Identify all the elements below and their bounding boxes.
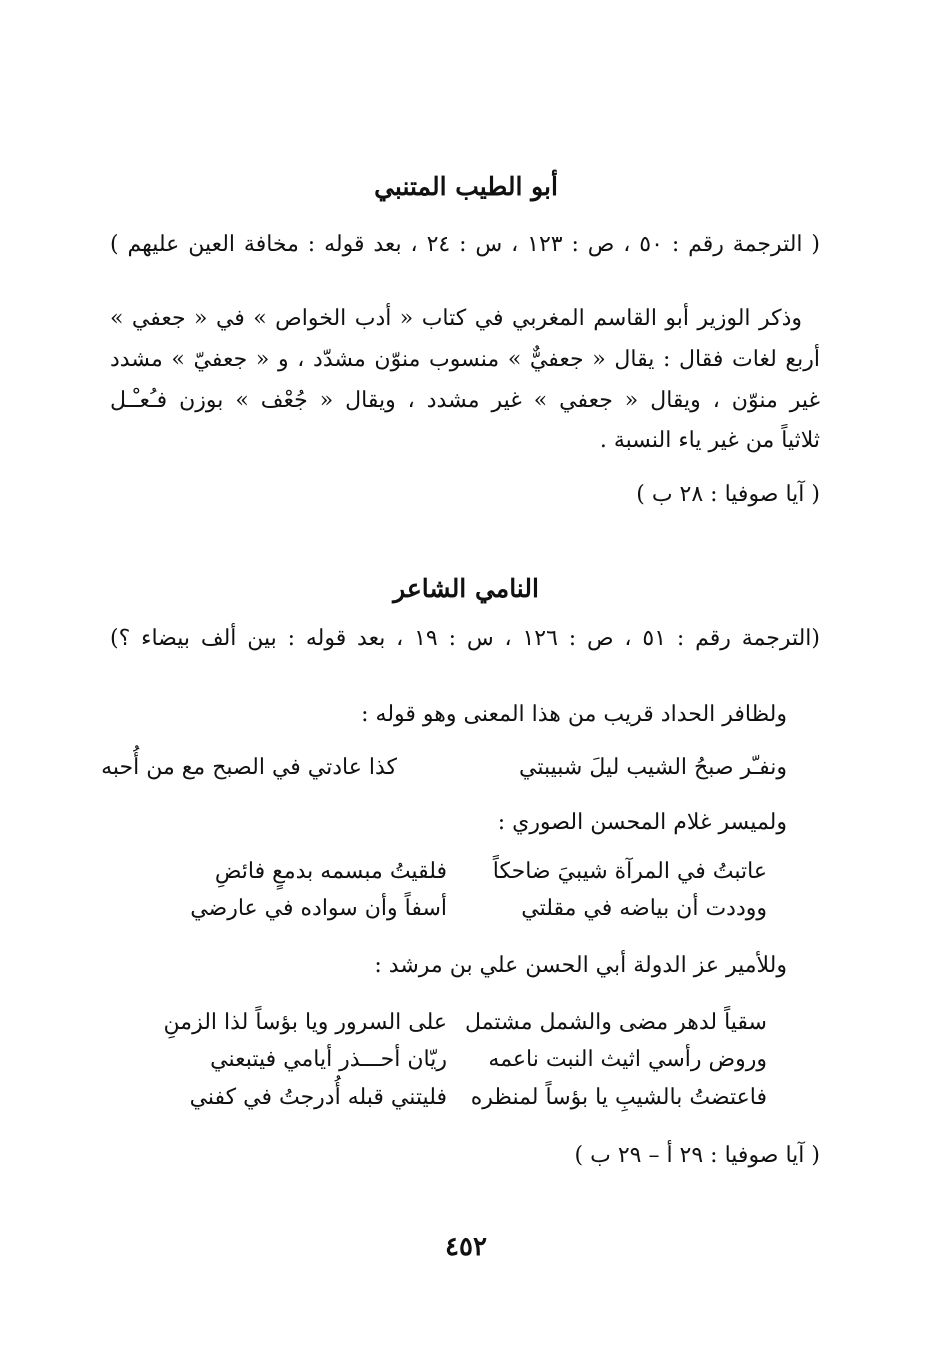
verse-second-hemistich: ريّان أحـــذر أيامي فيتبعني — [210, 1047, 447, 1072]
intro-line: وللأمير عز الدولة أبي الحسن علي بن مرشد : — [374, 953, 787, 978]
verse-first-hemistich: سقياً لدهر مضى والشمل مشتمل — [465, 1010, 767, 1035]
translation-reference: (الترجمة رقم : ٥١ ، ص : ١٢٦ ، س : ١٩ ، بعد قوله : بين ألف بيضاء ؟) — [110, 626, 821, 651]
verse-first-hemistich: ووددت أن بياضه في مقلتي — [521, 896, 767, 921]
verse-second-hemistich: فلقيتُ مبسمه بدمعٍ فائضِ — [214, 859, 447, 884]
verse-first-hemistich: وروض رأسي اثيث النبت ناعمه — [488, 1047, 767, 1072]
verse-second-hemistich: كذا عادتي في الصبح مع من أُحبه — [101, 755, 397, 780]
source-citation: ( آيا صوفيا : ٢٩ أ – ٢٩ ب ) — [574, 1143, 820, 1168]
paragraph-line: وذكر الوزير أبو القاسم المغربي في كتاب « أدب الخواص » في « جعفي » — [110, 306, 802, 331]
section-heading-nami: النامي الشاعر — [393, 574, 539, 603]
verse-first-hemistich: ونفـّر صبحُ الشيب ليلَ شبيبتي — [519, 755, 787, 780]
verse-first-hemistich: فاعتضتُ بالشيبِ يا بؤساً لمنظره — [470, 1085, 767, 1110]
paragraph-line: ثلاثياً من غير ياء النسبة . — [599, 428, 820, 453]
source-citation: ( آيا صوفيا : ٢٨ ب ) — [636, 482, 820, 507]
intro-line: ولظافر الحداد قريب من هذا المعنى وهو قوله : — [361, 702, 787, 727]
paragraph-line: أربع لغات فقال : يقال « جعفيٌّ » منسوب منوّن مشدّد ، و « جعفيّ » مشدد — [110, 347, 820, 372]
page-number: ٤٥٢ — [445, 1232, 487, 1262]
translation-reference: ( الترجمة رقم : ٥٠ ، ص : ١٢٣ ، س : ٢٤ ، بعد قوله : مخافة العين عليهم ) — [110, 232, 820, 257]
paragraph-line: غير منوّن ، ويقال « جعفي » غير مشدد ، ويقال « جُعْف » بوزن فـُعـْـل — [110, 388, 820, 413]
section-heading-mutanabbi: أبو الطيب المتنبي — [374, 172, 558, 201]
verse-first-hemistich: عاتبتُ في المرآة شيبيَ ضاحكاً — [492, 859, 767, 884]
verse-second-hemistich: فليتني قبله أُدرجتُ في كفني — [189, 1085, 447, 1110]
intro-line: ولميسر غلام المحسن الصوري : — [497, 810, 787, 835]
verse-second-hemistich: على السرور ويا بؤساً لذا الزمنِ — [163, 1010, 447, 1035]
verse-second-hemistich: أسفاً وأن سواده في عارضي — [190, 896, 447, 921]
